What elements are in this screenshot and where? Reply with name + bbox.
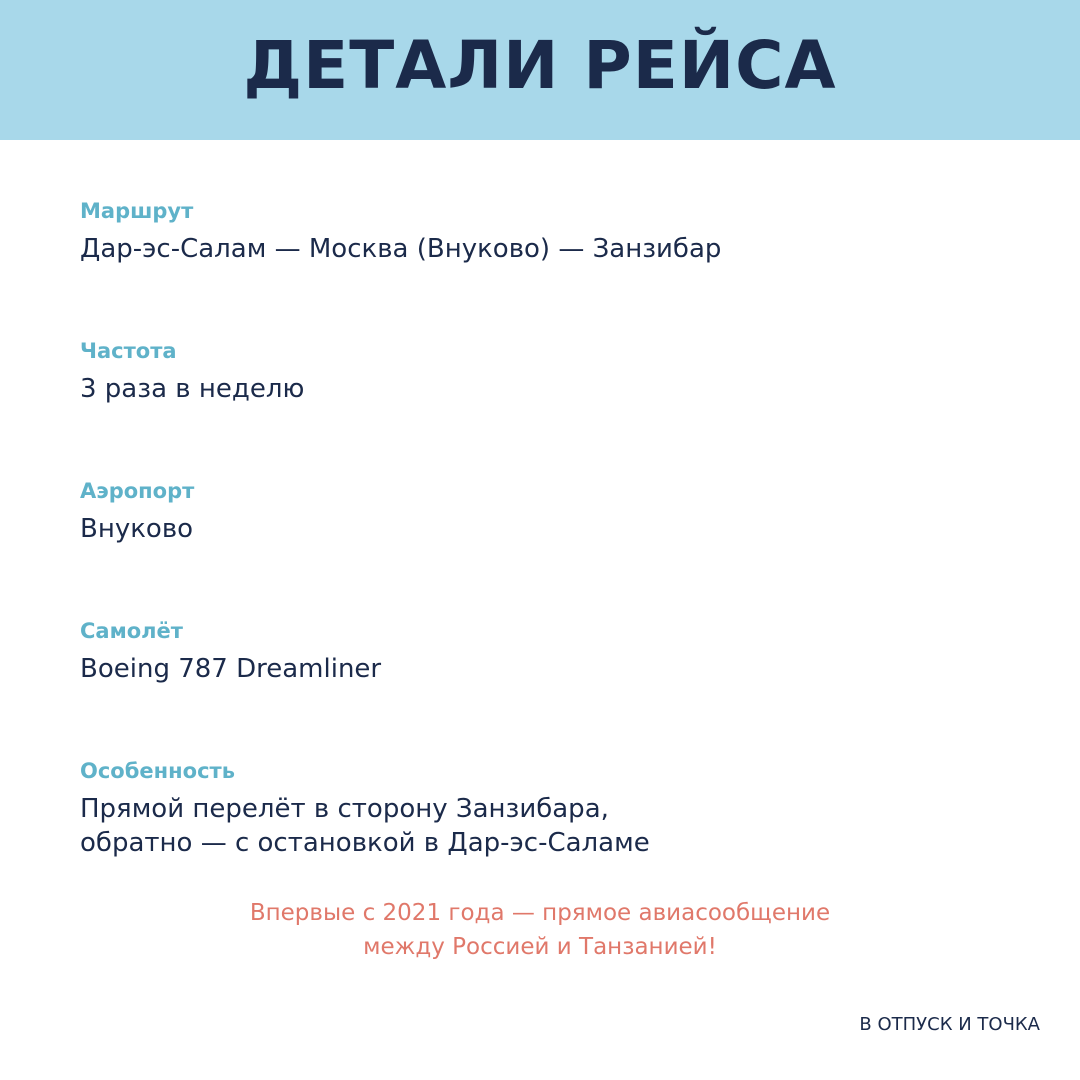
header-banner [0, 0, 1080, 140]
detail-label: Маршрут [80, 199, 194, 223]
detail-label: Аэропорт [80, 479, 195, 503]
detail-value: 3 раза в неделю [80, 374, 305, 404]
detail-label: Частота [80, 339, 177, 363]
brand-signature: В ОТПУСК И ТОЧКА [859, 1014, 1040, 1035]
highlight-note: Впервые с 2021 года — прямое авиасообщение между Россией и Танзанией! [249, 900, 831, 960]
detail-feature [80, 758, 1000, 860]
detail-label: Самолёт [80, 619, 183, 643]
detail-frequency [80, 338, 1000, 406]
detail-airport [80, 478, 1000, 546]
detail-value: Прямой перелёт в сторону Занзибара, обратно — с остановкой в Дар-эс-Саламе [80, 794, 650, 858]
detail-route [80, 198, 1000, 266]
detail-aircraft [80, 618, 1000, 686]
detail-label: Особенность [80, 759, 235, 783]
page-title: ДЕТАЛИ РЕЙСА [243, 27, 837, 104]
detail-value: Дар-эс-Салам — Москва (Внуково) — Занзибар [80, 234, 722, 264]
detail-value: Boeing 787 Dreamliner [80, 654, 382, 684]
detail-value: Внуково [80, 514, 194, 544]
